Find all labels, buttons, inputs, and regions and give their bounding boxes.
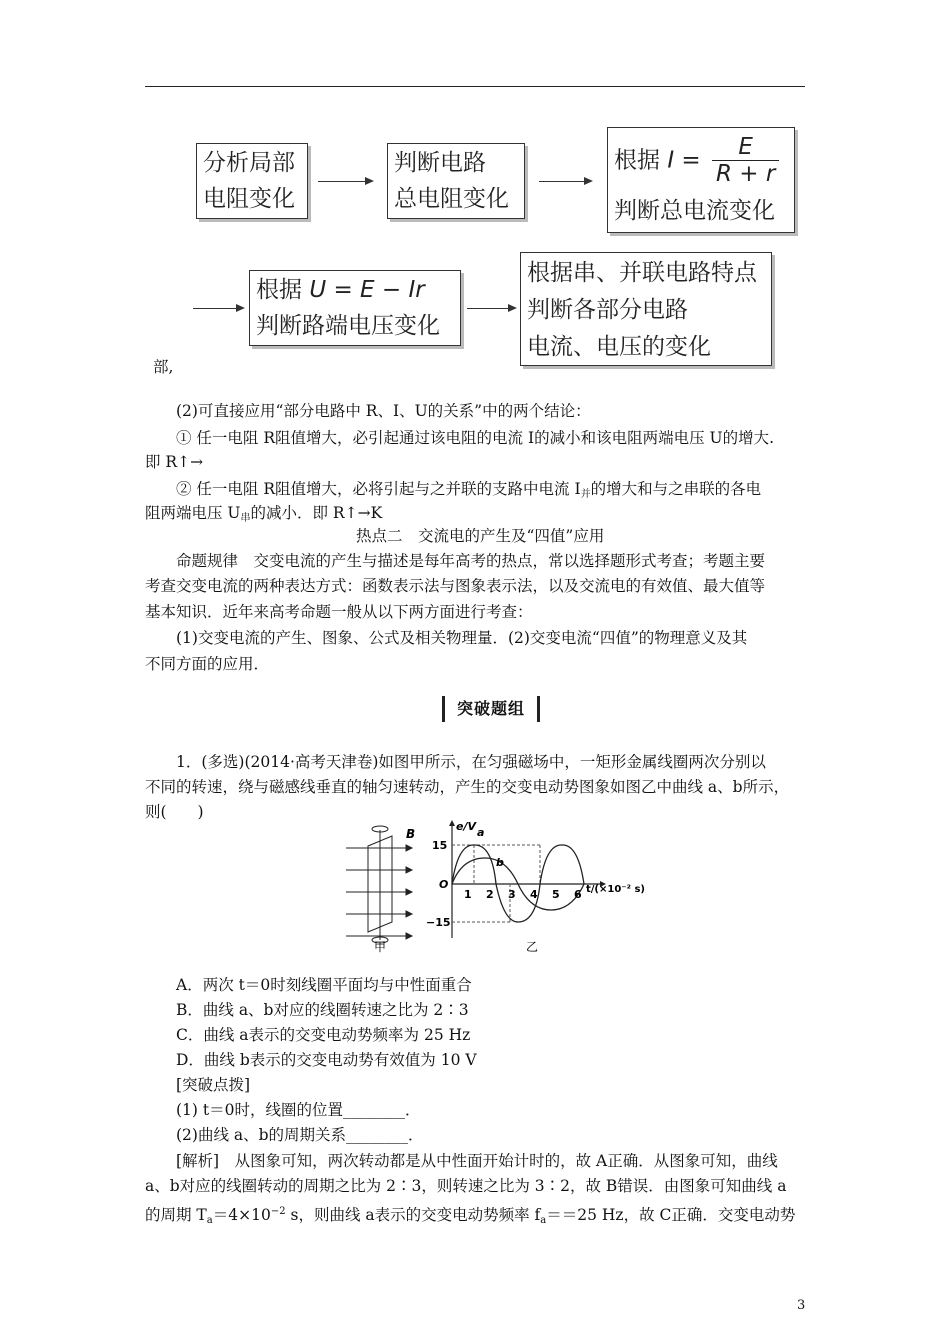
hint-title: [突破点拨]: [176, 1076, 251, 1094]
emf-graph: [426, 820, 645, 953]
solution-line: [145, 1200, 795, 1232]
conclusion-1: ① 任一电阻 R阻值增大，必引起通过该电阻的电流 I的减小和该电阻两端电压 U的增大.: [176, 429, 774, 447]
law-line: 基本知识．近年来高考命题一般从以下两方面进行考查：: [145, 603, 533, 621]
curve-a-label: a: [477, 826, 485, 839]
conclusion-2-part: 阻两端电压 U: [145, 504, 241, 522]
question-1: 1．(多选)(2014·高考天津卷)如图甲所示，在匀强磁场中，一矩形金属线圈两次分别以: [176, 753, 766, 771]
x-tick: 5: [552, 888, 560, 901]
solution-part: ＝4×10: [212, 1206, 271, 1224]
field-lines: [346, 845, 412, 939]
flow-arrow: [193, 308, 243, 309]
question-1-cont: 不同的转速，绕与磁感线垂直的轴匀速转动，产生的交变电动势图象如图乙中曲线 a、b所示，: [145, 778, 790, 796]
y-tick-bottom: −15: [426, 916, 451, 929]
flow-box-line: 判断总电流变化: [614, 197, 775, 224]
flow-arrow: [467, 308, 515, 309]
solution-part: s，则曲线 a表示的交变电动势频率 f: [285, 1206, 541, 1224]
curve-b-label: b: [496, 856, 504, 869]
law-line: 命题规律 交变电流的产生与描述是每年高考的热点，常以选择题形式考查；考题主要: [176, 552, 766, 570]
flow-box-terminal-voltage: [249, 270, 461, 346]
ohm-law-formula: [614, 134, 788, 188]
option-c: C．曲线 a表示的交变电动势频率为 25 Hz: [176, 1026, 471, 1044]
subscript: a: [206, 1215, 213, 1226]
terminal-voltage-formula: U = E − Ir: [309, 277, 425, 303]
law-line: 不同方面的应用．: [145, 655, 270, 673]
y-tick-top: 15: [432, 839, 448, 852]
option-b: B．曲线 a、b对应的线圈转速之比为 2∶3: [176, 1001, 469, 1019]
flow-box-prefix: 根据: [256, 277, 302, 303]
flow-box-line: 分析局部: [203, 150, 295, 176]
x-tick: 4: [530, 888, 538, 901]
y-axis-arrow-icon: [449, 820, 455, 826]
formula-lhs: I =: [667, 147, 708, 174]
flow-box-line: 电流、电压的变化: [527, 333, 711, 360]
x-tick: 1: [464, 888, 472, 901]
coil-diagram: [346, 826, 412, 943]
flow-arrow: [318, 181, 372, 182]
law-line: (1)交变电流的产生、图象、公式及相关物理量．(2)交变电流“四值”的物理意义及其: [176, 629, 748, 647]
subscript: 串: [240, 513, 251, 524]
solution-line: [解析] 从图象可知，两次转动都是从中性面开始计时的，故 A正确．从图象可知，曲线: [176, 1152, 778, 1170]
conclusion-2-part: 的增大和与之串联的各电: [590, 480, 762, 498]
subscript: a: [540, 1215, 547, 1226]
option-d: D．曲线 b表示的交变电动势有效值为 10 V: [176, 1051, 477, 1069]
figure-caption-left: 甲: [374, 940, 387, 953]
fragment-text: 部,: [153, 358, 174, 376]
law-line: 考查交变电流的两种表达方式：函数表示法与图象表示法，以及交流电的有效值、最大值等: [145, 577, 766, 595]
conclusion-2-cont: [145, 502, 382, 530]
flow-box-line: 判断路端电压变化: [256, 312, 440, 339]
flow-box-line: 电阻变化: [203, 185, 295, 212]
x-tick: 2: [486, 888, 494, 901]
flow-box-total-resistance: [387, 143, 525, 219]
question-1-cont: 则( ): [145, 803, 204, 821]
header-rule: [145, 86, 805, 87]
formula-denominator: R + r: [716, 161, 776, 188]
conclusion-2-part: ② 任一电阻 R阻值增大，必将引起与之并联的支路中电流 I: [176, 480, 581, 498]
flow-box-line: 判断电路: [394, 150, 486, 176]
flow-box-line: 判断各部分电路: [527, 296, 688, 323]
field-label: B: [406, 827, 416, 841]
flow-box-prefix: 根据: [614, 147, 660, 174]
hint-1: (1) t＝0时，线圈的位置________．: [176, 1101, 421, 1119]
conclusion-2-part: 的减小．即 R↑→K: [250, 504, 383, 522]
x-axis-label: t/(×10⁻² s): [586, 884, 645, 895]
solution-part: ＝＝25 Hz，故 C正确．交变电动势: [546, 1206, 796, 1224]
figure-caption-right: 乙: [526, 940, 539, 953]
flow-box-total-current: [607, 127, 795, 233]
flow-box-local-resistance: [196, 143, 308, 219]
flow-box-branch-analysis: [520, 252, 772, 366]
formula-fraction: [712, 134, 779, 188]
subscript: 并: [580, 489, 591, 500]
x-tick: 3: [508, 888, 516, 901]
hot-topic-title: 热点二 交流电的产生及“四值”应用: [356, 527, 605, 545]
solution-line: a、b对应的线圈转动的周期之比为 2∶3，则转速之比为 3∶2，故 B错误．由图象可知曲线 a: [145, 1177, 787, 1195]
conclusion-1-cont: 即 R↑→: [145, 453, 204, 471]
flow-arrow: [539, 181, 591, 182]
physics-figure: [340, 818, 650, 953]
flow-box-line: [256, 273, 454, 309]
formula-numerator: E: [712, 134, 779, 161]
origin-label: O: [439, 878, 449, 891]
page-number: 3: [797, 1298, 806, 1313]
y-axis-label: e/V: [456, 820, 476, 833]
flow-box-line: 根据串、并联电路特点: [527, 260, 757, 286]
option-a: A．两次 t＝0时刻线圈平面均与中性面重合: [176, 976, 472, 994]
flow-box-line: 总电阻变化: [394, 185, 509, 212]
superscript: −2: [270, 1206, 286, 1217]
solution-part: 的周期 T: [145, 1206, 207, 1224]
hint-2: (2)曲线 a、b的周期关系________．: [176, 1126, 424, 1144]
x-tick: 6: [574, 888, 582, 901]
paragraph-2: (2)可直接应用“部分电路中 R、I、U的关系”中的两个结论：: [176, 402, 591, 420]
section-heading: 突破题组: [442, 696, 540, 722]
